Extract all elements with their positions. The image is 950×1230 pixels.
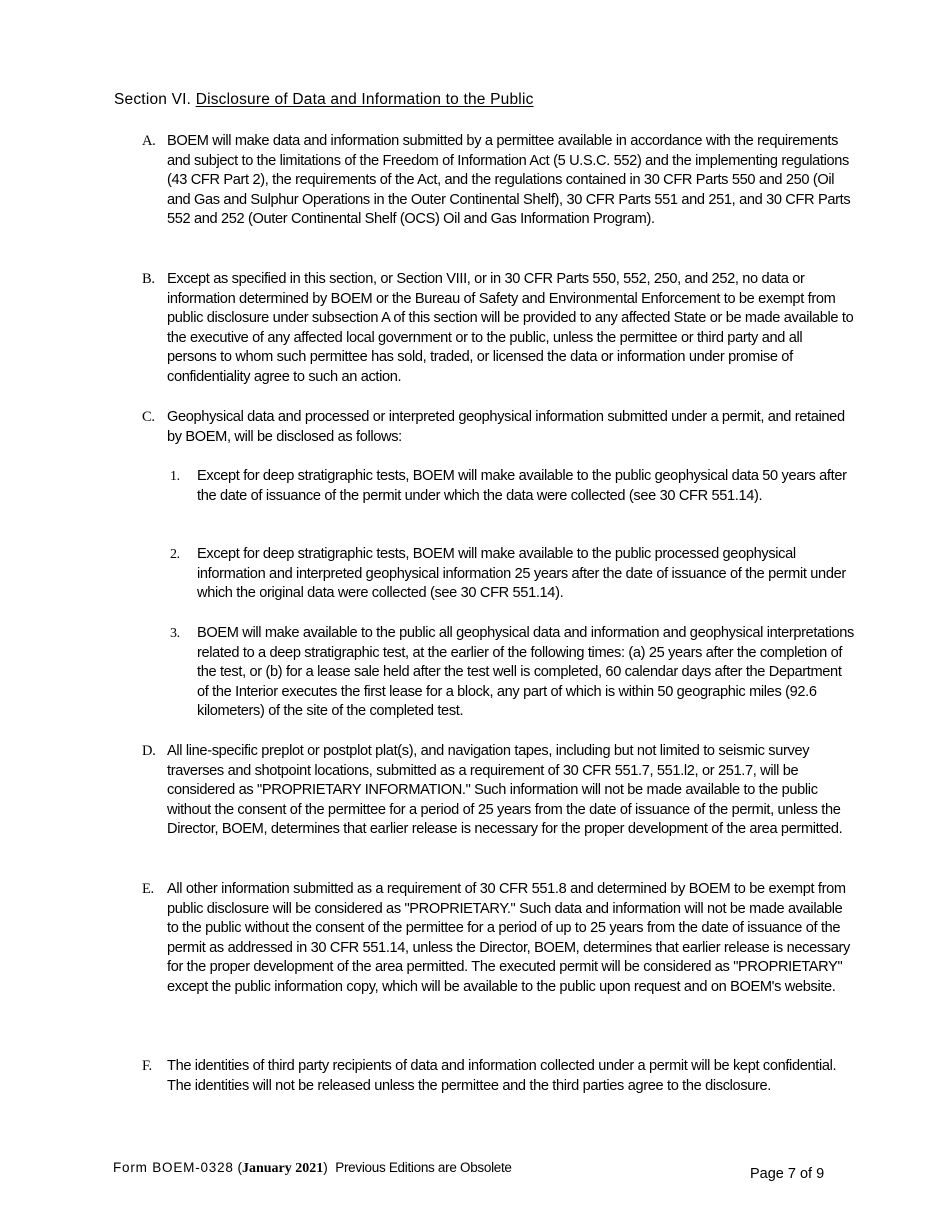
sub-item-2	[170, 545, 856, 604]
form-code: Form BOEM-0328	[113, 1160, 234, 1175]
sub-item-label: 3.	[170, 626, 180, 641]
item-text: All other information submitted as a requirement of 30 CFR 551.8 and determined by BOEM to be exempt from public disclosure will be considered as "PROPRIETARY." Such data and information will not be made available to the public without the consent of the permittee for a period of up to 25 years from the date of issuance of the permit as addressed in 30 CFR 551.14, unless the Director, BOEM, determines that earlier release is necessary for the proper development of the area permitted. The executed permit will be considered as "PROPRIETARY" except the public information copy, which will be available to the public upon request and on BOEM's website.	[167, 881, 850, 995]
footer-form-info: Form BOEM-0328 (January 2021) Previous Editions are Obsolete	[113, 1160, 512, 1176]
item-label: F.	[142, 1058, 152, 1074]
section-number: Section VI.	[114, 91, 192, 108]
sub-item-text: Except for deep stratigraphic tests, BOEM will make available to the public processed geophysical information and interpreted geophysical information 25 years after the date of issuance of the permit under which the original data were collected (see 30 CFR 551.14).	[197, 546, 846, 602]
page-number: Page 7 of 9	[750, 1166, 825, 1182]
sub-item-label: 1.	[170, 469, 180, 484]
item-label: E.	[142, 881, 154, 897]
item-text: BOEM will make data and information submitted by a permittee available in accordance with the requirements and subject to the limitations of the Freedom of Information Act (5 U.S.C. 552) and the implementing regulations (43 CFR Part 2), the requirements of the Act, and the regulations contained in 30 CFR Parts 550 and 250 (Oil and Gas and Sulphur Operations in the Outer Continental Shelf), 30 CFR Parts 551 and 251, and 30 CFR Parts 552 and 252 (Outer Continental Shelf (OCS) Oil and Gas Information Program).	[167, 133, 851, 228]
list-item-e	[142, 880, 854, 998]
form-date: January 2021	[241, 1161, 324, 1176]
obsolete-notice: Previous Editions are Obsolete	[335, 1160, 512, 1175]
list-item-d	[142, 742, 854, 840]
list-item-f	[142, 1057, 854, 1096]
list-item-b	[142, 270, 854, 388]
section-title: Disclosure of Data and Information to the Public	[195, 91, 534, 108]
sub-item-3	[170, 624, 856, 722]
sub-item-text: Except for deep stratigraphic tests, BOEM will make available to the public geophysical data 50 years after the date of issuance of the permit under which the data were collected (see 30 CFR 551.14).	[197, 468, 847, 504]
item-label: B.	[142, 271, 155, 287]
item-label: A.	[142, 133, 156, 149]
item-text: Geophysical data and processed or interpreted geophysical information submitted under a permit, and retained by BOEM, will be disclosed as follows:	[167, 409, 845, 445]
item-label: C.	[142, 409, 155, 425]
sub-item-label: 2.	[170, 547, 180, 562]
item-text: Except as specified in this section, or Section VIII, or in 30 CFR Parts 550, 552, 250, and 252, no data or information determined by BOEM or the Bureau of Safety and Environmental Enforcement to be exempt from public disclosure under subsection A of this section will be provided to any affected State or be made available to the executive of any affected local government or to the public, unless the permittee or third party and all persons to whom such permittee has sold, traded, or licensed the data or information under promise of confidentiality agree to such an action.	[167, 271, 854, 385]
section-heading	[114, 91, 534, 109]
sub-item-1	[170, 467, 856, 506]
list-item-a	[142, 132, 854, 230]
item-text: All line-specific preplot or postplot plat(s), and navigation tapes, including but not limited to seismic survey traverses and shotpoint locations, submitted as a requirement of 30 CFR 551.7, 551.l2, or 251.7, will be considered as "PROPRIETARY INFORMATION." Such information will not be made available to the public without the consent of the permittee for a period of 25 years from the date of issuance of the permit, unless the Director, BOEM, determines that earlier release is necessary for the proper development of the area permitted.	[167, 743, 843, 838]
sub-item-text: BOEM will make available to the public all geophysical data and information and geophysical interpretations related to a deep stratigraphic test, at the earlier of the following times: (a) 25 years after the completion of the test, or (b) for a lease sale held after the test well is completed, 60 calendar days after the Department of the Interior executes the first lease for a block, any part of which is within 50 geographic miles (92.6 kilometers) of the site of the completed test.	[197, 625, 854, 720]
item-label: D.	[142, 743, 156, 759]
item-text: The identities of third party recipients of data and information collected under a permit will be kept confidential. The identities will not be released unless the permittee and the third parties agree to the disclosure.	[167, 1058, 837, 1094]
list-item-c	[142, 408, 854, 447]
